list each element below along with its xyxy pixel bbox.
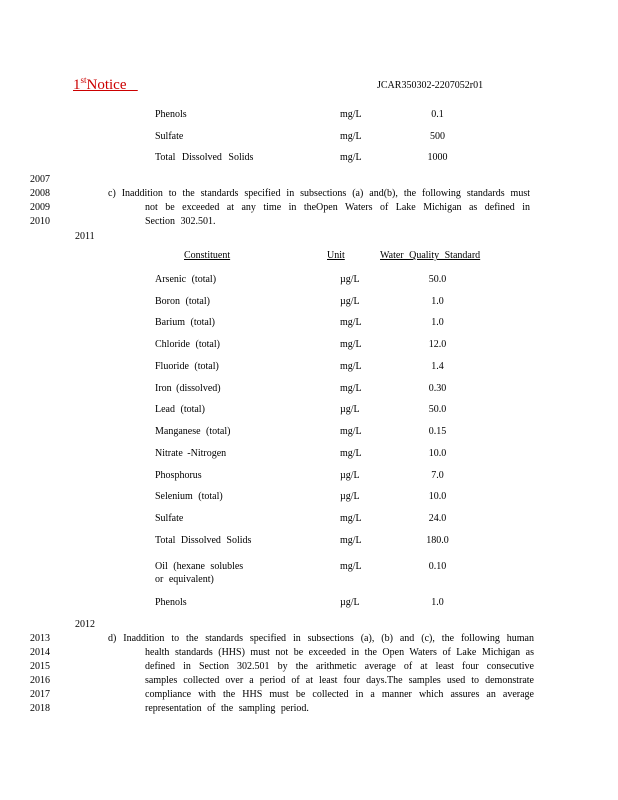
unit-cell: mg/L bbox=[340, 448, 362, 459]
top-constituent: Sulfate bbox=[155, 131, 184, 142]
constituent-cell bbox=[155, 560, 243, 586]
constituent-cell: Boron (total) bbox=[155, 296, 210, 307]
notice-title bbox=[73, 76, 138, 94]
line-number: 2008 bbox=[30, 188, 50, 199]
unit-cell: µg/L bbox=[340, 296, 360, 307]
constituent-cell: Barium (total) bbox=[155, 317, 215, 328]
top-value: 1000 bbox=[427, 152, 448, 163]
table-row bbox=[0, 273, 618, 287]
unit-cell: mg/L bbox=[340, 513, 362, 524]
unit-cell: mg/L bbox=[340, 361, 362, 372]
line-number: 2018 bbox=[30, 703, 50, 714]
column-header-unit: Unit bbox=[327, 250, 345, 261]
constituent-cell: Phenols bbox=[155, 597, 187, 608]
column-header-constituent: Constituent bbox=[184, 250, 231, 261]
top-constituent: Total Dissolved Solids bbox=[155, 152, 254, 163]
top-constituent: Phenols bbox=[155, 109, 187, 120]
standard-cell: 50.0 bbox=[428, 274, 447, 285]
unit-cell: mg/L bbox=[340, 317, 362, 328]
unit-cell: mg/L bbox=[340, 561, 362, 572]
table-row bbox=[0, 382, 618, 396]
unit-cell: mg/L bbox=[340, 339, 362, 350]
constituent-cell: Manganese (total) bbox=[155, 426, 231, 437]
standard-cell: 0.10 bbox=[428, 561, 447, 572]
unit-cell: µg/L bbox=[340, 597, 360, 608]
unit-cell: µg/L bbox=[340, 470, 360, 481]
paragraph-c-text: c) Inaddition to the standards specified in subsections (a) and(b), the following standards must not be exceeded at any time in theOpen Waters of Lake Michigan as defined in Section 302.501. bbox=[108, 188, 530, 227]
top-value: 0.1 bbox=[431, 109, 444, 120]
line-number: 2009 bbox=[30, 202, 50, 213]
table-row bbox=[0, 403, 618, 417]
unit-cell: mg/L bbox=[340, 383, 362, 394]
constituent-cell: Selenium (total) bbox=[155, 491, 223, 502]
table-row bbox=[0, 360, 618, 374]
top-unit: mg/L bbox=[340, 109, 362, 120]
standard-cell: 10.0 bbox=[428, 491, 447, 502]
line-number: 2017 bbox=[30, 689, 50, 700]
unit-cell: mg/L bbox=[340, 426, 362, 437]
table-row bbox=[0, 425, 618, 439]
line-number: 2007 bbox=[30, 174, 50, 185]
top-table-row bbox=[0, 130, 618, 144]
line-number: 2014 bbox=[30, 647, 50, 658]
paragraph-d-text: d) Inaddition to the standards specified in subsections (a), (b) and (c), the following human health standards (HHS) must not be exceeded in the Open Waters of Lake Michigan as defined in Section 302.501 by the arithmetic average of at least four consecutive samples collected over a period of at least four days.The samples used to demonstrate compliance with the HHS must be collected in a manner which assures an average representation of the sampling period. bbox=[108, 633, 534, 714]
standard-cell: 1.0 bbox=[431, 317, 444, 328]
standard-cell: 1.4 bbox=[431, 361, 444, 372]
line-number: 2016 bbox=[30, 675, 50, 686]
constituent-cell-line-2: or equivalent) bbox=[155, 574, 214, 585]
standard-cell: 1.0 bbox=[431, 296, 444, 307]
table-row bbox=[0, 596, 618, 610]
unit-cell: µg/L bbox=[340, 274, 360, 285]
table-row bbox=[0, 512, 618, 526]
line-number: 2011 bbox=[75, 231, 95, 242]
line-number: 2012 bbox=[75, 619, 95, 630]
constituent-cell: Iron (dissolved) bbox=[155, 383, 221, 394]
top-table-row bbox=[0, 108, 618, 122]
top-unit: mg/L bbox=[340, 152, 362, 163]
line-number: 2013 bbox=[30, 633, 50, 644]
standard-cell: 0.15 bbox=[428, 426, 447, 437]
table-row bbox=[0, 469, 618, 483]
document-id: JCAR350302-2207052r01 bbox=[377, 80, 484, 91]
top-value: 500 bbox=[430, 131, 445, 142]
table-row bbox=[0, 338, 618, 352]
unit-cell: µg/L bbox=[340, 404, 360, 415]
constituent-cell: Lead (total) bbox=[155, 404, 205, 415]
unit-cell: mg/L bbox=[340, 535, 362, 546]
standard-cell: 12.0 bbox=[428, 339, 447, 350]
column-header-standard: Water Quality Standard bbox=[380, 250, 481, 261]
constituent-cell: Chloride (total) bbox=[155, 339, 220, 350]
notice-word: Notice bbox=[86, 77, 127, 93]
constituent-cell-line-1: Oil (hexane solubles bbox=[155, 561, 244, 572]
standard-cell: 1.0 bbox=[431, 597, 444, 608]
constituent-cell: Sulfate bbox=[155, 513, 184, 524]
constituent-cell: Fluoride (total) bbox=[155, 361, 219, 372]
constituent-cell: Arsenic (total) bbox=[155, 274, 217, 285]
table-row bbox=[0, 447, 618, 461]
table-row bbox=[0, 490, 618, 504]
top-table-row bbox=[0, 151, 618, 165]
table-row bbox=[0, 560, 618, 588]
standard-cell: 0.30 bbox=[428, 383, 447, 394]
constituent-cell: Phosphorus bbox=[155, 470, 202, 481]
notice-superscript: st bbox=[80, 75, 87, 85]
top-unit: mg/L bbox=[340, 131, 362, 142]
unit-cell: µg/L bbox=[340, 491, 360, 502]
constituent-cell: Total Dissolved Solids bbox=[155, 535, 252, 546]
table-row bbox=[0, 295, 618, 309]
constituent-cell: Nitrate -Nitrogen bbox=[155, 448, 227, 459]
standard-cell: 10.0 bbox=[428, 448, 447, 459]
table-header bbox=[0, 249, 618, 263]
notice-number: 1 bbox=[73, 77, 81, 93]
standard-cell: 180.0 bbox=[426, 535, 449, 546]
line-number: 2010 bbox=[30, 216, 50, 227]
standard-cell: 50.0 bbox=[428, 404, 447, 415]
paragraph-c bbox=[108, 187, 530, 229]
paragraph-d bbox=[108, 632, 534, 716]
line-number: 2015 bbox=[30, 661, 50, 672]
table-row bbox=[0, 534, 618, 548]
table-row bbox=[0, 316, 618, 330]
standard-cell: 7.0 bbox=[431, 470, 444, 481]
standard-cell: 24.0 bbox=[428, 513, 447, 524]
